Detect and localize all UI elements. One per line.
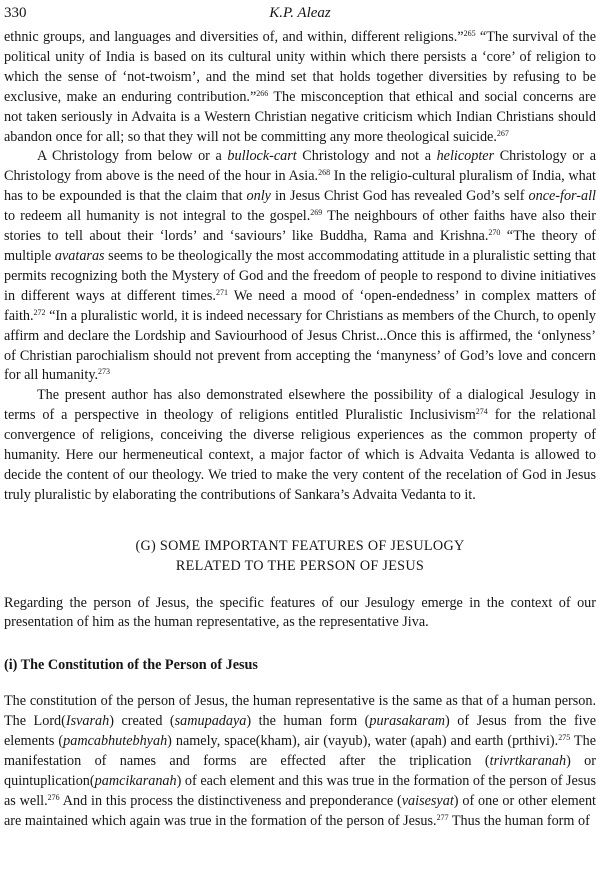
- text-run: And in this process the distinctiveness and preponderance (: [59, 792, 402, 809]
- text-run: We need a mood of ‘open-endedness’ in complex matters of faith.: [4, 287, 597, 324]
- footnote-ref-274: 274: [475, 407, 488, 417]
- section-heading-line-2: RELATED TO THE PERSON OF JESUS: [175, 557, 425, 574]
- running-head: K.P. Aleaz: [269, 5, 331, 21]
- text-run: A Christology from below or a: [37, 148, 228, 165]
- italic-term: helicopter: [436, 148, 495, 165]
- footnote-ref-266: 266: [256, 88, 269, 98]
- subsection-heading-i: (i) The Constitution of the Person of Jesus: [4, 657, 258, 674]
- text-run: ) the human form (: [246, 713, 370, 730]
- footnote-ref-270: 270: [488, 228, 501, 238]
- italic-term: samupadaya: [174, 713, 247, 730]
- footnote-ref-268: 268: [318, 168, 331, 178]
- paragraph-5: [4, 692, 596, 831]
- italic-term: vaisesyat: [401, 792, 454, 809]
- section-heading-g: [4, 537, 596, 577]
- text-run: Thus the human form of: [448, 812, 590, 829]
- italic-term: once-for-all: [528, 188, 596, 205]
- text-run: The present author has also demonstrated elsewhere the possibility of a dialogical Jesulogy in terms of a perspective in theology of religions entitled Pluralistic Inclusivism: [4, 387, 596, 424]
- paragraph-1: [4, 28, 596, 147]
- text-run: ) of each element and this was true in the formation of the person of Jesus as well.: [4, 772, 596, 809]
- text-run: The misconception that ethical and social concerns are not taken seriously in Advaita is a Western Christian negative criticism which Indian Christians should abandon once for all; so that they will not be committing any more theological suicide.: [4, 88, 596, 145]
- footnote-ref-273: 273: [98, 367, 111, 377]
- footnote-ref-267: 267: [496, 128, 509, 138]
- text-run: ) of one or other element are maintained which again was true in the formation of the person of Jesus.: [4, 792, 596, 829]
- page-header: [4, 4, 596, 24]
- text-run: ethnic groups, and languages and diversities of, and within, different religions.”: [4, 29, 464, 45]
- italic-term: avataras: [54, 247, 105, 264]
- text-run: The neighbours of other faiths have also their stories to tell about their ‘lords’ and ‘saviours’ like Buddha, Rama and Krishna.: [4, 208, 596, 245]
- text-run: ) or quintuplication(: [4, 753, 596, 789]
- italic-term: pamcabhutebhyah: [63, 733, 168, 750]
- text-run: “The theory of multiple: [4, 228, 597, 264]
- italic-term: Isvarah: [65, 713, 110, 730]
- footnote-ref-276: 276: [47, 792, 60, 802]
- italic-term: only: [246, 188, 271, 205]
- italic-term: purasakaram: [369, 713, 446, 730]
- paragraph-3: [4, 386, 596, 505]
- italic-term: trivrtkaranah: [489, 753, 567, 769]
- italic-term: pamcikaranah: [94, 772, 177, 789]
- footnote-ref-265: 265: [463, 29, 476, 38]
- text-run: Christology and not a: [296, 148, 437, 165]
- footnote-ref-275: 275: [558, 733, 571, 743]
- text-run: “In a pluralistic world, it is indeed necessary for Christians as members of the Church, to openly affirm and declare the Lordship and Saviourhood of Jesus Christ...Once this is affirmed, the ‘onlyness’ of Christian parochialism should not prevent from accepting the ‘manyness’ of God’s love and concern for all humanity.: [4, 307, 596, 384]
- text-run: Christology or a Christology from above is the need of the hour in Asia.: [4, 148, 596, 185]
- text-run: in Jesus Christ God has revealed God’s self: [270, 188, 529, 205]
- text-run: for the relational convergence of religions, conceiving the diverse religious experiences as the common property of humanity. Here our hermeneutical context, a major factor of which is Advaita Vedanta is allowed to decide the content of our theology. We tried to make the very content of the recelation of God in Jesus truly pluralistic by elaborating the contributions of Sankara’s Advaita Vedanta to it.: [4, 407, 596, 503]
- text-run: ) created (: [109, 713, 175, 730]
- text-run: The constitution of the person of Jesus, the human representative is the same as that of a human person. The Lord(: [4, 693, 596, 730]
- page-number: 330: [4, 5, 27, 21]
- footnote-ref-269: 269: [310, 208, 323, 218]
- footnote-ref-277: 277: [436, 812, 449, 822]
- footnote-ref-272: 272: [33, 307, 46, 317]
- text-run: “The survival of the political unity of India is based on its cultural unity within which there persists a ‘core’ of religion to which the sense of ‘not-twoism’, and the mind set that holds together diversities by refusing to be exclusive, make an enduring contribution.”: [4, 29, 597, 105]
- paragraph-4: Regarding the person of Jesus, the specific features of our Jesulogy emerge in the context of our presentation of him as the human representative, as the representative Jiva.: [4, 594, 596, 631]
- text-run: In the religio-cultural pluralism of India, what has to be expounded is that the claim that: [4, 168, 596, 205]
- text-run: The manifestation of names and forms are effected after the triplication (: [4, 733, 596, 769]
- italic-term: bullock-cart: [227, 148, 297, 165]
- text-run: ) of Jesus from the five elements (: [4, 713, 596, 750]
- paragraph-2: [4, 147, 596, 386]
- text-run: ) namely, space(kham), air (vayub), water (apah) and earth (prthivi).: [167, 733, 559, 750]
- section-heading-line-1: (G) SOME IMPORTANT FEATURES OF JESULOGY: [135, 537, 465, 554]
- text-run: seems to be theologically the most accommodating attitude in a pluralistic setting that permits recognizing both the Mystery of God and the freedom of people to respond to divine initiatives in different ways at different times.: [4, 247, 596, 304]
- footnote-ref-271: 271: [215, 287, 228, 297]
- text-run: to redeem all humanity is not integral to the gospel.: [4, 208, 311, 225]
